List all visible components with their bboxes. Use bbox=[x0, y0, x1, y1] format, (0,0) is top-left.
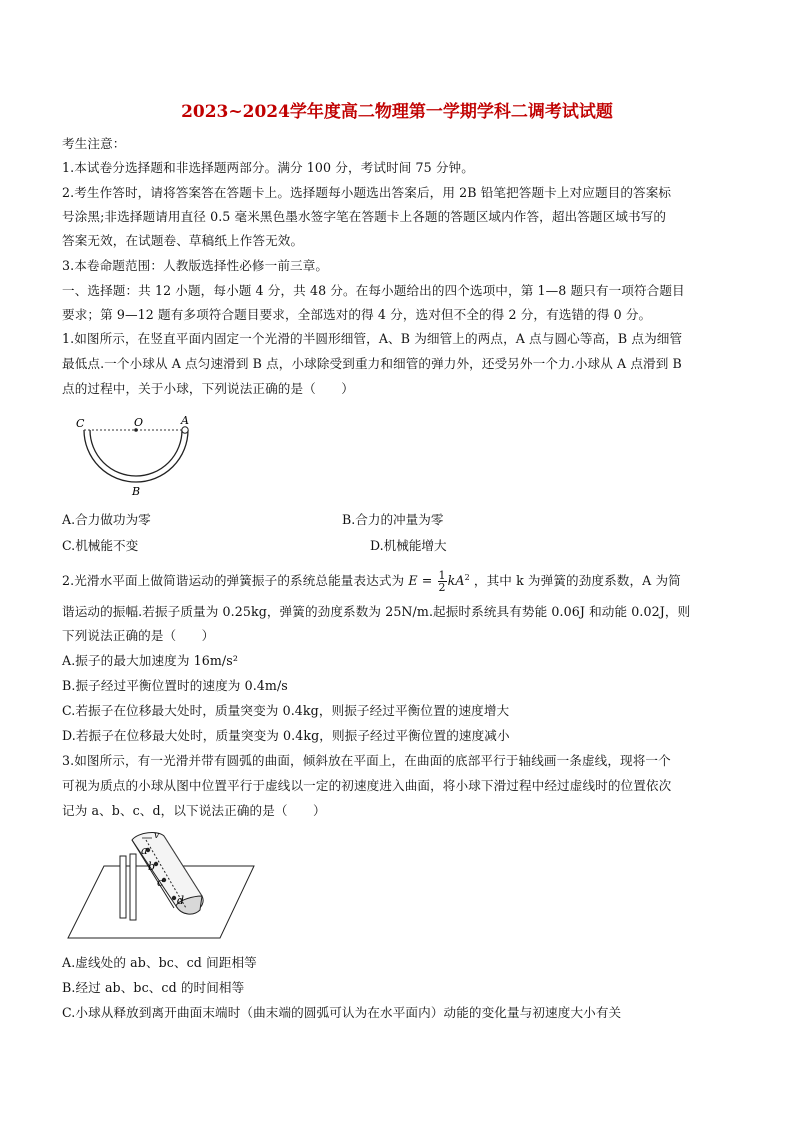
q2-stem-pre: 2.光滑水平面上做简谐运动的弹簧振子的系统总能量表达式为 bbox=[62, 573, 405, 589]
label-a: a bbox=[141, 844, 148, 857]
label-a: A bbox=[181, 414, 189, 427]
q1-option-c: C.机械能不变 bbox=[62, 538, 139, 553]
q2-option: A.振子的最大加速度为 16m/s² bbox=[62, 653, 238, 668]
q2-stem-post: ，其中 k 为弹簧的劲度系数，A 为简 bbox=[473, 573, 681, 589]
notice-heading: 考生注意： bbox=[62, 136, 126, 151]
q1-option-a: A.合力做功为零 bbox=[62, 512, 151, 527]
q3-option: A.虚线处的 ab、bc、cd 间距相等 bbox=[62, 955, 257, 970]
q2-option: B.振子经过平衡位置时的速度为 0.4m/s bbox=[62, 678, 288, 693]
q2-stem-line1 bbox=[62, 570, 742, 593]
fraction-numerator: 1 bbox=[438, 569, 446, 583]
label-c: C bbox=[76, 417, 85, 430]
notice-item: 答案无效，在试题卷、草稿纸上作答无效。 bbox=[62, 233, 304, 248]
notice-item: 3.本卷命题范围：人教版选择性必修一前三章。 bbox=[62, 258, 329, 273]
q2-stem: 下列说法正确的是（ ） bbox=[62, 628, 215, 643]
label-c: c bbox=[157, 876, 164, 889]
semicircle-tube-figure bbox=[70, 412, 200, 500]
q3-stem: 3.如图所示，有一光滑并带有圆弧的曲面，倾斜放在平面上，在曲面的底部平行于轴线画一条虚线，现将一个 bbox=[62, 753, 671, 768]
q3-option: C.小球从释放到离开曲面末端时（曲末端的圆弧可认为在水平面内）动能的变化量与初速度大小有关 bbox=[62, 1005, 622, 1020]
inclined-curved-surface-figure bbox=[62, 826, 262, 946]
q2-formula-fraction bbox=[438, 570, 447, 593]
q1-option-d: D.机械能增大 bbox=[370, 538, 447, 553]
notice-item: 1.本试卷分选择题和非选择题两部分。满分 100 分，考试时间 75 分钟。 bbox=[62, 160, 474, 175]
section-intro: 要求；第 9—12 题有多项符合题目要求，全部选对的得 4 分，选对但不全的得 2 分，有选错的得 0 分。 bbox=[62, 307, 652, 322]
q2-formula-exponent: 2 bbox=[464, 573, 470, 582]
label-b: b bbox=[148, 860, 156, 873]
q1-option-b: B.合力的冲量为零 bbox=[342, 512, 444, 527]
notice-item: 号涂黑;非选择题请用直径 0.5 毫米黑色墨水签字笔在答题卡上各题的答题区域内作答，超出答题区域书写的 bbox=[62, 209, 667, 224]
label-b: B bbox=[132, 485, 141, 498]
q1-stem: 1.如图所示，在竖直平面内固定一个光滑的半圆形细管，A、B 为细管上的两点，A 点与圆心等高，B 点为细管 bbox=[62, 331, 683, 346]
q2-option: D.若振子在位移最大处时，质量突变为 0.4kg，则振子经过平衡位置的速度减小 bbox=[62, 728, 510, 743]
q2-stem: 谐运动的振幅.若振子质量为 0.25kg，弹簧的劲度系数为 25N/m.起振时系统具有势能 0.06J 和动能 0.02J，则 bbox=[62, 604, 691, 619]
exam-title: 2023~2024学年度高二物理第一学期学科二调考试试题 bbox=[181, 102, 613, 122]
q2-formula-rhs: kA bbox=[447, 573, 465, 589]
q1-stem: 最低点.一个小球从 A 点匀速滑到 B 点，小球除受到重力和细管的弹力外，还受另外一个力.小球从 A 点滑到 B bbox=[62, 356, 682, 371]
label-o: O bbox=[134, 416, 144, 429]
q2-formula-lhs: E = bbox=[408, 573, 433, 589]
q3-stem: 记为 a、b、c、d，以下说法正确的是（ ） bbox=[62, 803, 326, 818]
label-d: d bbox=[177, 894, 185, 907]
section-intro: 一、选择题：共 12 小题，每小题 4 分，共 48 分。在每小题给出的四个选项中，第 1—8 题只有一项符合题目 bbox=[62, 283, 685, 298]
label-v: v bbox=[154, 831, 160, 841]
q1-stem: 点的过程中，关于小球，下列说法正确的是（ ） bbox=[62, 381, 354, 396]
fraction-denominator: 2 bbox=[438, 581, 446, 595]
q3-stem: 可视为质点的小球从图中位置平行于虚线以一定的初速度进入曲面，将小球下滑过程中经过虚线时的位置依次 bbox=[62, 778, 672, 793]
q2-option: C.若振子在位移最大处时，质量突变为 0.4kg，则振子经过平衡位置的速度增大 bbox=[62, 703, 510, 718]
notice-item: 2.考生作答时，请将答案答在答题卡上。选择题每小题选出答案后，用 2B 铅笔把答题卡上对应题目的答案标 bbox=[62, 185, 672, 200]
q3-option: B.经过 ab、bc、cd 的时间相等 bbox=[62, 980, 245, 995]
